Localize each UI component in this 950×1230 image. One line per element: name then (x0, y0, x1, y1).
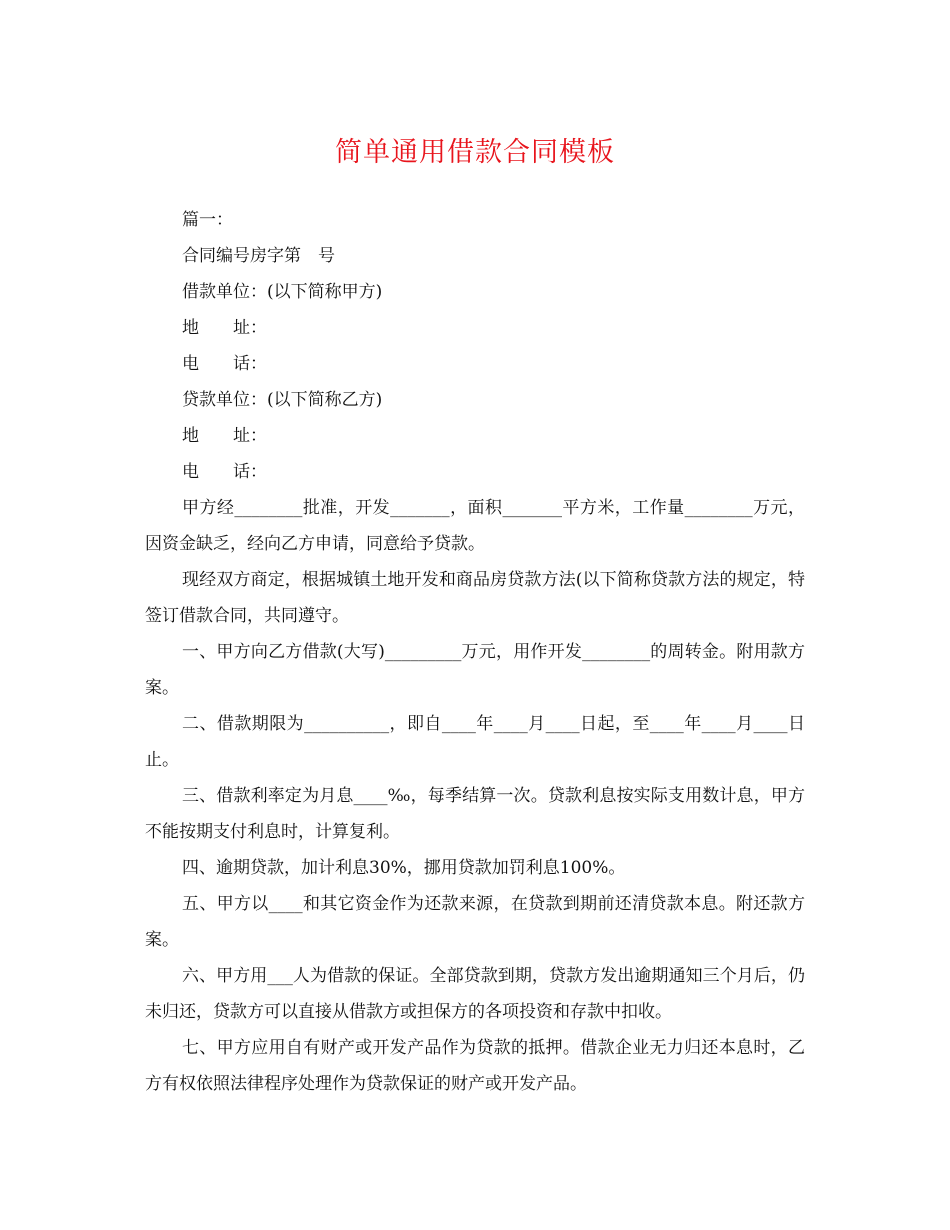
borrower-line: 借款单位：(以下简称甲方) (182, 282, 383, 302)
lender-line: 贷款单位：(以下简称乙方) (182, 390, 383, 410)
borrower-address-line (145, 310, 805, 346)
clause-7: 七、甲方应用自有财产或开发产品作为贷款的抵押。借款企业无力归还本息时，乙方有权依照法律程序处理作为贷款保证的财产或开发产品。 (145, 1038, 805, 1094)
phone-label-char2: 话： (233, 354, 267, 374)
clause-1: 一、甲方向乙方借款(大写)_________万元，用作开发________的周转金。附用款方案。 (145, 642, 805, 698)
borrower-phone-line (145, 346, 805, 382)
lender-phone-line (145, 454, 805, 490)
phone-label-char1: 电 (182, 462, 199, 482)
clause-6: 六、甲方用___人为借款的保证。全部贷款到期，贷款方发出逾期通知三个月后，仍未归还，贷款方可以直接从借款方或担保方的各项投资和存款中扣收。 (145, 966, 805, 1022)
phone-label-char1: 电 (182, 354, 199, 374)
clause-3: 三、借款利率定为月息____‰，每季结算一次。贷款利息按实际支用数计息，甲方不能按期支付利息时，计算复利。 (145, 786, 805, 842)
section-label: 篇一： (182, 210, 233, 230)
paragraph-agreement: 现经双方商定，根据城镇土地开发和商品房贷款方法(以下简称贷款方法的规定，特签订借款合同，共同遵守。 (145, 570, 805, 626)
address-label-char2: 址： (233, 426, 267, 446)
document-body (145, 202, 805, 1102)
lender-address-line (145, 418, 805, 454)
address-label-char1: 地 (182, 426, 199, 446)
clause-2: 二、借款期限为__________，即自____年____月____日起，至____年____月____日止。 (145, 714, 805, 770)
phone-label-char2: 话： (233, 462, 267, 482)
clause-5: 五、甲方以____和其它资金作为还款来源，在贷款到期前还清贷款本息。附还款方案。 (145, 894, 805, 950)
paragraph-approval: 甲方经________批准，开发_______，面积_______平方米，工作量________万元，因资金缺乏，经向乙方申请，同意给予贷款。 (145, 498, 805, 554)
contract-number-line: 合同编号房字第 号 (182, 246, 335, 266)
clause-4: 四、逾期贷款，加计利息30%，挪用贷款加罚利息100%。 (182, 858, 626, 878)
document-title: 简单通用借款合同模板 (335, 137, 615, 168)
address-label-char1: 地 (182, 318, 199, 338)
address-label-char2: 址： (233, 318, 267, 338)
